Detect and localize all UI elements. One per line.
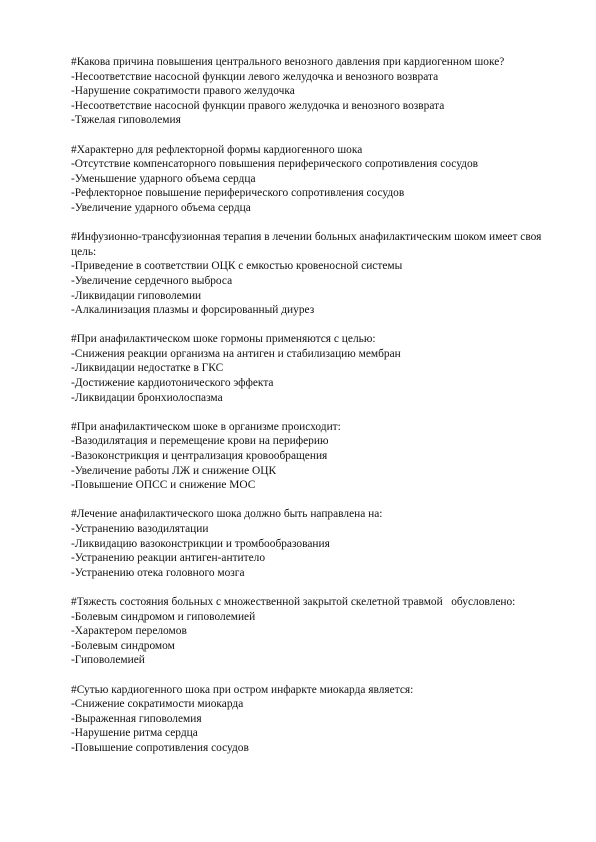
answer-option: -Несоответствие насосной функции левого желудочка и венозного возврата xyxy=(71,70,439,83)
answer-option: -Нарушение ритма сердца xyxy=(71,727,198,740)
answer-option: -Ликвидации недостатке в ГКС xyxy=(71,362,224,375)
answer-option: -Увеличение ударного объема сердца xyxy=(71,201,251,214)
answer-option: -Вазодилятация и перемещение крови на периферию xyxy=(71,435,329,448)
answer-option: -Увеличение работы ЛЖ и снижение ОЦК xyxy=(71,464,277,477)
answer-option: -Приведение в соответствии ОЦК с емкостью кровеносной системы xyxy=(71,260,403,273)
answer-option: -Отсутствие компенсаторного повышения периферического сопротивления сосудов xyxy=(71,158,479,171)
question-text: #Инфузионно-трансфузионная терапия в лечении больных анафилактическим шоком имеет своя цель: xyxy=(71,231,545,258)
question-block-8 xyxy=(71,683,551,756)
answer-option: -Снижения реакции организма на антиген и стабилизацию мембран xyxy=(71,347,401,360)
answer-option: -Ликвидации бронхиолоспазма xyxy=(71,391,223,404)
question-block-7 xyxy=(71,595,551,668)
answer-option: -Несоответствие насосной функции правого желудочка и венозного возврата xyxy=(71,99,445,112)
answer-option: -Уменьшение ударного объема сердца xyxy=(71,172,256,185)
question-text: #Лечение анафилактического шока должно быть направлена на: xyxy=(71,508,383,521)
answer-option: -Снижение сократимости миокарда xyxy=(71,698,244,711)
answer-option: -Тяжелая гиповолемия xyxy=(71,114,181,127)
answer-option: -Повышение сопротивления сосудов xyxy=(71,741,249,754)
answer-option: -Нарушение сократимости правого желудочка xyxy=(71,85,295,98)
answer-option: -Болевым синдромом и гиповолемией xyxy=(71,610,256,623)
answer-option: -Выраженная гиповолемия xyxy=(71,712,202,725)
question-text: #Какова причина повышения центрального венозного давления при кардиогенном шоке? xyxy=(71,56,505,68)
question-block-2 xyxy=(71,143,551,216)
answer-option: -Характером переломов xyxy=(71,625,187,638)
question-text: #Характерно для рефлекторной формы кардиогенного шока xyxy=(71,143,363,156)
answer-option: -Рефлекторное повышение периферического сопротивления сосудов xyxy=(71,187,405,200)
question-text: #При анафилактическом шоке гормоны применяются с целью: xyxy=(71,333,376,346)
answer-option: -Устранению отека головного мозга xyxy=(71,566,245,579)
question-text: #Тяжесть состояния больных с множественной закрытой скелетной травмой обусловлено: xyxy=(71,595,516,608)
question-text: #При анафилактическом шоке в организме происходит: xyxy=(71,420,341,433)
answer-option: -Устранению вазодилятации xyxy=(71,523,209,535)
answer-option: -Болевым синдромом xyxy=(71,639,175,652)
answer-option: -Ликвидацию вазоконстрикции и тромбообразования xyxy=(71,537,330,550)
question-block-4 xyxy=(71,332,551,405)
answer-option: -Достижение кардиотонического эффекта xyxy=(71,377,274,390)
answer-option: -Повышение ОПСС и снижение МОС xyxy=(71,479,256,492)
question-block-6 xyxy=(71,507,551,580)
answer-option: -Увеличение сердечного выброса xyxy=(71,274,233,287)
answer-option: -Ликвидации гиповолемии xyxy=(71,289,202,302)
answer-option: -Устранению реакции антиген-антитело xyxy=(71,552,266,565)
answer-option: -Вазоконстрикция и централизация кровообращения xyxy=(71,450,328,463)
document-page xyxy=(71,55,551,770)
question-block-5 xyxy=(71,420,551,493)
question-text: #Сутью кардиогенного шока при остром инфаркте миокарда является: xyxy=(71,683,414,696)
answer-option: -Алкалинизация плазмы и форсированный диурез xyxy=(71,304,315,317)
question-block-3 xyxy=(71,230,551,318)
answer-option: -Гиповолемией xyxy=(71,654,145,667)
question-block-1 xyxy=(71,55,551,128)
